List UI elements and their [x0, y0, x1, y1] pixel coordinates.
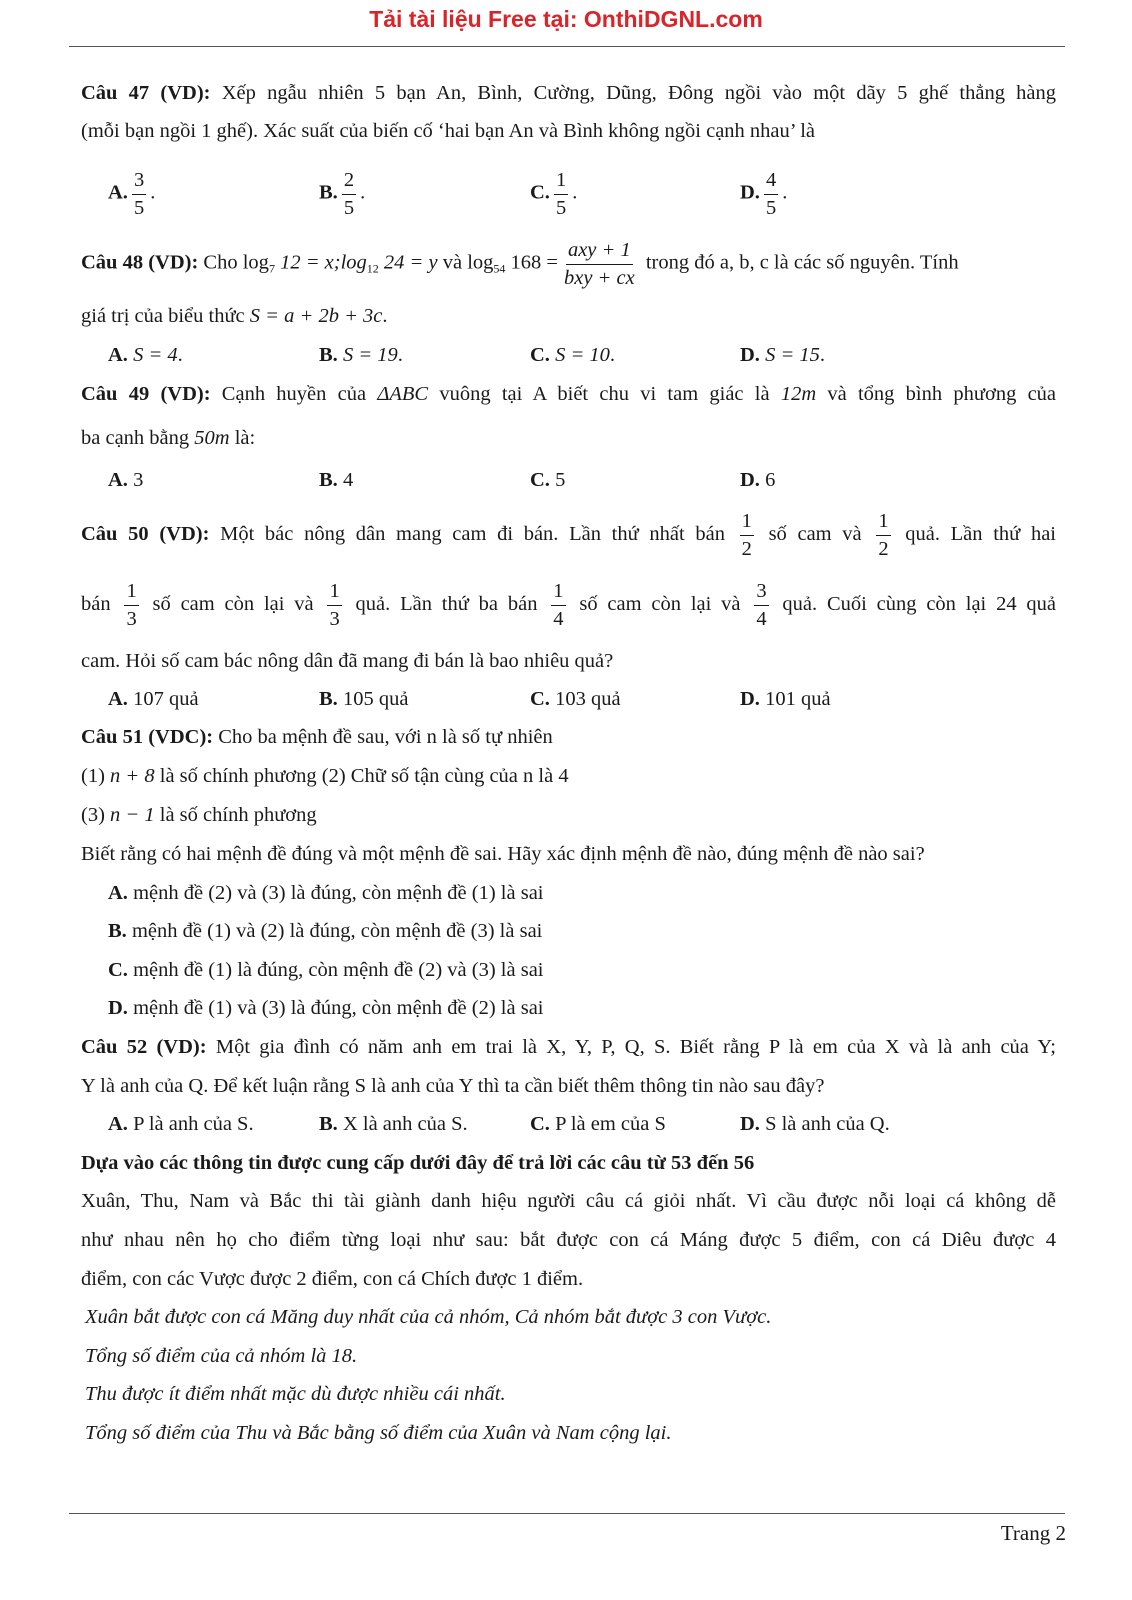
q52-label: Câu 52 (VD): [81, 1036, 207, 1058]
q49-option-c-text: 5 [555, 469, 566, 491]
q51-s1-post: là số chính phương (2) Chữ số tận cùng của n là 4 [154, 765, 569, 787]
footer-divider [69, 1513, 1065, 1514]
q50-option-d-letter: D. [740, 688, 760, 710]
q52-line-2: Y là anh của Q. Để kết luận rằng S là anh của Y thì ta cần biết thêm thông tin nào sau đây? [81, 1075, 825, 1097]
q47-option-a-letter: A. [108, 181, 128, 204]
q52-option-a-letter: A. [108, 1113, 128, 1135]
q51-s1-pre: (1) [81, 765, 111, 787]
q47-option-d-fraction [764, 170, 778, 218]
q52-option-d[interactable] [740, 1111, 890, 1137]
q47-option-b[interactable]: B. $\frac{2}{5}$ . [319, 169, 366, 219]
q50-option-b-text: 105 quả [342, 688, 409, 710]
q49-text-3: và tổng bình phương của [816, 383, 1057, 405]
q49-line2-text: ba cạnh bằng [81, 427, 195, 449]
q52-text-1: Một gia đình có năm anh em trai là X, Y, P, Q, S. Biết rằng P là em của X và là anh của Y; [206, 1036, 1057, 1058]
q51-option-d[interactable] [108, 995, 544, 1021]
q47-label: Câu 47 (VD): [81, 82, 211, 104]
q50-frac-5-den: 4 [553, 607, 564, 630]
q50-frac-5 [551, 581, 565, 629]
q50-line-1 [81, 508, 1056, 560]
q50-frac-6 [754, 581, 768, 629]
q50-option-a-text: 107 quả [133, 688, 199, 710]
q48-option-b[interactable]: B. S = 19. [319, 344, 403, 366]
q50-frac-1-den: 2 [741, 537, 752, 560]
q51-s3-expr: n − 1 [110, 804, 155, 826]
q48-line-1 [81, 240, 1056, 288]
q50-frac-3-num: 1 [124, 581, 138, 606]
q51-option-b[interactable] [108, 918, 542, 944]
q49-line-1 [81, 381, 1056, 407]
passage-italic-3: Thu được ít điểm nhất mặc dù được nhiều cái nhất. [85, 1383, 506, 1405]
q50-option-d[interactable] [740, 686, 831, 712]
q49-option-b-text: 4 [342, 469, 354, 491]
q50-option-b-letter: B. [319, 688, 338, 710]
q50-option-c-text: 103 quả [555, 688, 621, 710]
q52-option-a-text: P là anh của S. [127, 1113, 254, 1135]
q52-option-d-letter: D. [740, 1113, 760, 1135]
q48-option-c-text: S = 10 [555, 344, 610, 366]
q50-option-b[interactable] [319, 686, 408, 712]
q48-line2-text: giá trị của biểu thức [81, 305, 250, 327]
q50-frac-5-num: 1 [551, 581, 565, 606]
q48-log1: log [242, 251, 269, 274]
q47-option-c-den: 5 [555, 196, 567, 219]
q50-option-c[interactable] [530, 686, 621, 712]
q50-frac-2 [876, 511, 890, 559]
q50-line-2 [81, 578, 1056, 630]
q50-frac-6-den: 4 [756, 607, 767, 630]
q48-base3: 54 [493, 261, 506, 276]
passage-line-1 [81, 1188, 1056, 1214]
q47-option-c-num: 1 [554, 170, 568, 195]
header-divider [69, 46, 1065, 47]
q50-line-3: cam. Hỏi số cam bác nông dân đã mang đi bán là bao nhiêu quả? [81, 650, 614, 672]
q51-s3-post: là số chính phương [154, 804, 317, 826]
q52-line-1 [81, 1034, 1056, 1060]
q49-label: Câu 49 (VD): [81, 383, 211, 405]
passage-heading-text: Dựa vào các thông tin được cung cấp dưới đây để trả lời các câu từ 53 đến 56 [81, 1152, 755, 1174]
q49-option-d-text: 6 [765, 469, 776, 491]
passage-line-1-text: Xuân, Thu, Nam và Bắc thi tài giành danh hiệu người câu cá giỏi nhất. Vì cầu được nỗi loại cá không dễ [81, 1190, 1056, 1212]
q47-option-a-fraction [132, 170, 146, 218]
q47-option-d[interactable]: D. $\frac{4}{5}$ . [740, 169, 788, 219]
q48-expr2: 24 = y [378, 251, 438, 274]
q50-text-2d: số cam còn lại và [569, 593, 751, 615]
q47-option-a-den: 5 [133, 196, 145, 219]
q51-line-1 [81, 724, 1056, 750]
q51-option-a-text: mệnh đề (2) và (3) là đúng, còn mệnh đề (1) là sai [127, 882, 544, 904]
q52-option-b-text: X là anh của S. [337, 1113, 468, 1135]
q47-option-d-num: 4 [764, 170, 778, 195]
q47-text-1: Xếp ngẫu nhiên 5 bạn An, Bình, Cường, Dũng, Đông ngồi vào một dãy 5 ghế thẳng hàng [210, 82, 1057, 104]
q50-frac-6-num: 3 [754, 581, 768, 606]
q52-option-b-letter: B. [319, 1113, 338, 1135]
q48-line2-expr: S = a + 2b + 3c [249, 305, 383, 327]
q50-frac-4-den: 3 [329, 607, 340, 630]
q49-option-d-letter: D. [740, 469, 760, 491]
q47-option-d-letter: D. [740, 181, 760, 204]
page-number: Trang 2 [1000, 1521, 1066, 1545]
q48-base2: 12 [366, 261, 379, 276]
q49-option-b[interactable] [319, 467, 353, 493]
q51-option-c-text: mệnh đề (1) là đúng, còn mệnh đề (2) và (3) là sai [127, 959, 544, 981]
q48-text-tail: trong đó a, b, c là các số nguyên. Tính [640, 251, 959, 274]
passage-italic-4: Tổng số điểm của Thu và Bắc bằng số điểm của Xuân và Nam cộng lại. [85, 1422, 672, 1444]
q48-expr3: 168 = [505, 251, 558, 274]
q50-text-2b: số cam còn lại và [142, 593, 324, 615]
q50-text-2c: quả. Lần thứ ba bán [345, 593, 548, 615]
q51-option-a[interactable] [108, 880, 544, 906]
q50-frac-3-den: 3 [126, 607, 137, 630]
q50-frac-3 [124, 581, 138, 629]
q49-perimeter: 12m [780, 383, 817, 405]
q49-option-d[interactable] [740, 467, 775, 493]
q49-text-2: vuông tại A biết chu vi tam giác là [428, 383, 781, 405]
q48-log3: log [467, 251, 494, 274]
q47-option-d-den: 5 [765, 196, 777, 219]
q48-option-b-text: S = 19 [342, 344, 398, 366]
passage-line-2 [81, 1227, 1056, 1253]
q52-option-c[interactable] [530, 1111, 666, 1137]
q50-option-a-letter: A. [108, 688, 128, 710]
q48-line-2: giá trị của biểu thức S = a + 2b + 3c. [81, 305, 388, 327]
q49-option-a-letter: A. [108, 469, 128, 491]
q48-expr1: 12 = x;log [274, 251, 367, 274]
q48-option-c-letter: C. [530, 344, 550, 366]
q49-text-1: Cạnh huyền của [210, 383, 378, 405]
q48-option-d[interactable]: D. S = 15. [740, 344, 826, 366]
q52-option-b[interactable] [319, 1111, 468, 1137]
q48-option-a-letter: A. [108, 344, 128, 366]
q49-option-b-letter: B. [319, 469, 338, 491]
q51-option-c-letter: C. [108, 959, 128, 981]
q51-s1-expr: n + 8 [110, 765, 155, 787]
q47-option-c[interactable]: C. $\frac{1}{5}$ . [530, 169, 578, 219]
q49-option-a[interactable] [108, 467, 143, 493]
q48-option-d-letter: D. [740, 344, 760, 366]
q48-option-c[interactable]: C. S = 10. [530, 344, 616, 366]
q51-statement-1-2 [81, 763, 1056, 789]
q51-option-d-text: mệnh đề (1) và (3) là đúng, còn mệnh đề (2) là sai [127, 997, 544, 1019]
q50-text-2e: quả. Cuối cùng còn lại 24 quả [772, 593, 1057, 615]
q50-frac-4 [327, 581, 341, 629]
q47-line-2: (mỗi bạn ngồi 1 ghế). Xác suất của biến cố ‘hai bạn An và Bình không ngồi cạnh nhau’ là [81, 120, 816, 142]
q51-statement-3 [81, 802, 1056, 828]
q47-option-b-den: 5 [343, 196, 355, 219]
q51-option-b-text: mệnh đề (1) và (2) là đúng, còn mệnh đề (3) là sai [126, 920, 543, 942]
q49-line-2 [81, 425, 1056, 451]
q49-option-c-letter: C. [530, 469, 550, 491]
q47-line-1 [81, 80, 1056, 106]
q48-fraction [562, 240, 637, 288]
q48-frac-num: axy + 1 [566, 240, 633, 265]
q47-option-a-num: 3 [132, 170, 146, 195]
q48-option-b-letter: B. [319, 344, 338, 366]
q51-option-a-letter: A. [108, 882, 128, 904]
q47-option-b-num: 2 [342, 170, 356, 195]
q48-base1: 7 [268, 261, 275, 276]
q47-option-a[interactable]: A. $\frac{3}{5}$ . [108, 169, 156, 219]
q52-option-c-text: P là em của S [549, 1113, 666, 1135]
passage-line-3: điểm, con các Vược được 2 điểm, con cá Chích được 1 điểm. [81, 1268, 584, 1290]
q49-line2-expr: 50m [194, 427, 230, 449]
q49-option-a-text: 3 [133, 469, 144, 491]
page-header[interactable]: Tải tài liệu Free tại: OnthiDGNL.com [369, 6, 763, 32]
q51-option-d-letter: D. [108, 997, 128, 1019]
q48-label: Câu 48 (VD): [81, 251, 199, 274]
q49-line2-tail: là: [229, 427, 256, 449]
q50-frac-4-num: 1 [327, 581, 341, 606]
q50-text-1a: Một bác nông dân mang cam đi bán. Lần thứ nhất bán [209, 523, 736, 545]
q47-option-b-fraction [342, 170, 356, 218]
q48-text-cho: Cho [198, 251, 243, 274]
q51-text-1: Cho ba mệnh đề sau, với n là số tự nhiên [213, 726, 553, 748]
q48-option-d-text: S = 15 [765, 344, 820, 366]
q50-option-a[interactable] [108, 686, 199, 712]
q50-option-c-letter: C. [530, 688, 550, 710]
q51-option-c[interactable] [108, 957, 544, 983]
q47-option-c-letter: C. [530, 181, 550, 204]
q50-text-2a: bán [81, 593, 121, 615]
q48-text-va: và [437, 251, 468, 274]
passage-heading [81, 1150, 1056, 1176]
q47-option-b-letter: B. [319, 181, 338, 204]
q52-option-c-letter: C. [530, 1113, 550, 1135]
q51-label: Câu 51 (VDC): [81, 726, 214, 748]
q49-triangle: ΔABC [377, 383, 429, 405]
q52-option-a[interactable] [108, 1111, 254, 1137]
q51-line-4: Biết rằng có hai mệnh đề đúng và một mệnh đề sai. Hãy xác định mệnh đề nào, đúng mệnh đề nào sai? [81, 843, 925, 865]
q50-frac-1 [740, 511, 754, 559]
q48-option-a-text: S = 4 [133, 344, 178, 366]
q51-option-b-letter: B. [108, 920, 127, 942]
q50-frac-2-den: 2 [878, 537, 889, 560]
passage-line-2-text: như nhau nên họ cho điểm từng loại như sau: bắt được con cá Máng được 5 điểm, con cá Diêu được 4 [81, 1229, 1056, 1251]
q50-text-1b: số cam và [757, 523, 873, 545]
q52-option-d-text: S là anh của Q. [759, 1113, 890, 1135]
q48-option-a[interactable]: A. S = 4. [108, 344, 183, 366]
q50-option-d-text: 101 quả [765, 688, 831, 710]
q51-s3-pre: (3) [81, 804, 111, 826]
q50-text-1c: quả. Lần thứ hai [894, 523, 1056, 545]
q47-option-c-fraction [554, 170, 568, 218]
q48-frac-den: bxy + cx [563, 266, 635, 289]
passage-italic-1: Xuân bắt được con cá Măng duy nhất của cả nhóm, Cả nhóm bắt được 3 con Vược. [85, 1306, 772, 1328]
q50-frac-1-num: 1 [740, 511, 754, 536]
q49-option-c[interactable] [530, 467, 565, 493]
q50-frac-2-num: 1 [876, 511, 890, 536]
q50-label: Câu 50 (VD): [81, 523, 210, 545]
passage-italic-2: Tổng số điểm của cả nhóm là 18. [85, 1345, 358, 1367]
